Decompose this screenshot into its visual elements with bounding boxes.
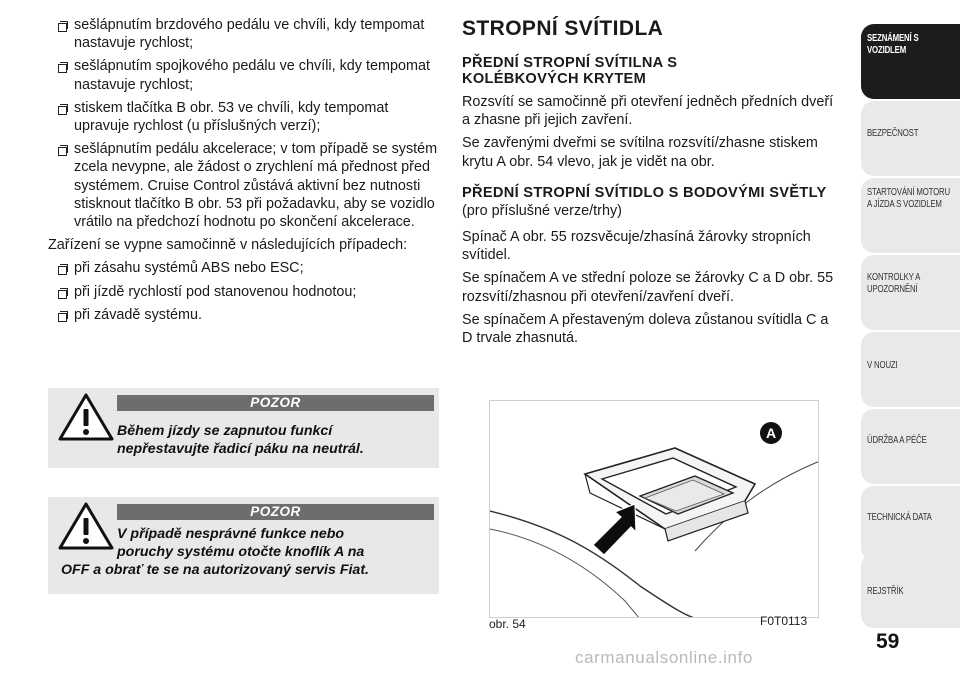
paragraph: Spínač A obr. 55 rozsvěcuje/zhasíná žárovky stropních svítidel.: [462, 229, 811, 264]
left-column: [48, 16, 440, 329]
bullet-item: při jízdě rychlostí pod stanovenou hodnotou;: [48, 283, 440, 301]
warning-box: [48, 497, 439, 594]
warning-triangle-icon: [58, 501, 114, 551]
figure-code: F0T0113: [760, 614, 808, 628]
bullet-item: stiskem tlačítka B obr. 53 ve chvíli, kdy tempomat upravuje rychlost (u příslušných verzí);: [48, 99, 440, 135]
warning-text: OFF a obrať te se na autorizovaný servis Fiat.: [61, 562, 369, 578]
sidebar-tab-seznameni[interactable]: SEZNÁMENÍ S VOZIDLEM: [861, 24, 960, 99]
sidebar-tab-v-nouzi[interactable]: V NOUZI: [861, 332, 960, 407]
checkbox-bullet-icon: [58, 104, 68, 114]
paragraph-note: (pro příslušné verze/trhy): [462, 202, 622, 219]
checkbox-bullet-icon: [58, 62, 68, 72]
checkbox-bullet-icon: [58, 311, 68, 321]
press-arrow-icon: [593, 504, 636, 555]
bullet-item: sešlápnutím pedálu akcelerace; v tom případě se systém zcela nevypne, ale žádost o zrychlení má přednost před systémem. Cruise Control zůstává aktivní bez nutnosti stisknout tlačítko B obr. 53 při požadavku, aby se vozidlo vrátilo na předchozí hodnotu po skončení akcelerace.: [48, 140, 440, 231]
warning-triangle-icon: [58, 392, 114, 442]
warning-header: POZOR: [117, 395, 434, 411]
bullet-item: při zásahu systémů ABS nebo ESC;: [48, 259, 440, 277]
paragraph: Zařízení se vypne samočinně v následujících případech:: [48, 237, 408, 254]
paragraph: Se spínačem A ve střední poloze se žárovky C a D obr. 55 rozsvítí/zhasnou při otevření/zavření dveří.: [462, 270, 834, 305]
paragraph: Se spínačem A přestaveným doleva zůstanou svítidla C a D trvale zhasnutá.: [462, 311, 829, 347]
warning-text: Během jízdy se zapnutou funkcí nepřestavujte řadicí páku na neutrál.: [117, 423, 364, 457]
sidebar-tab-udrzba[interactable]: ÚDRŽBA A PÉČE: [861, 409, 960, 484]
paragraph: Rozsvítí se samočinně při otevření jedněch předních dveří a zhasne při jejich zavření.: [462, 94, 834, 129]
page-title: STROPNÍ SVÍTIDLA: [462, 17, 664, 40]
bullet-item: sešlápnutím spojkového pedálu ve chvíli, kdy tempomat nastavuje rychlost;: [48, 57, 440, 93]
warning-text: V případě nesprávné funkce nebo: [117, 526, 345, 542]
ceiling-light-figure: [489, 400, 819, 618]
sidebar-tab-bezpecnost[interactable]: BEZPEČNOST: [861, 101, 960, 176]
warning-header: POZOR: [117, 504, 434, 520]
checkbox-bullet-icon: [58, 145, 68, 155]
section-heading: PŘEDNÍ STROPNÍ SVÍTILNA S KOLÉBKOVÝCH KRYTEM: [462, 55, 678, 87]
warning-text: poruchy systému otočte knoflík A na: [117, 544, 365, 560]
figure-caption: obr. 54: [489, 617, 526, 631]
right-column: [462, 16, 837, 352]
watermark: carmanualsonline.info: [575, 648, 753, 667]
sidebar-tab-startovani[interactable]: STARTOVÁNÍ MOTORU A JÍZDA S VOZIDLEM: [861, 178, 960, 253]
page-number: 59: [876, 630, 900, 653]
section-heading: PŘEDNÍ STROPNÍ SVÍTIDLO S BODOVÝMI SVĚTLY: [462, 184, 827, 201]
sidebar-tab-rejstrik[interactable]: REJSTŘÍK: [861, 553, 960, 628]
bullet-item: sešlápnutím brzdového pedálu ve chvíli, kdy tempomat nastavuje rychlost;: [48, 16, 440, 52]
checkbox-bullet-icon: [58, 21, 68, 31]
figure-label-badge: A: [760, 422, 782, 444]
paragraph: Se zavřenými dveřmi se svítilna rozsvítí/zhasne stiskem krytu A obr. 54 vlevo, jak je vidět na obr.: [462, 135, 818, 170]
checkbox-bullet-icon: [58, 288, 68, 298]
sidebar-tab-kontrolky[interactable]: KONTROLKY A UPOZORNĚNÍ: [861, 255, 960, 330]
bullet-item: při závadě systému.: [48, 306, 440, 324]
sidebar-tab-technicka-data[interactable]: TECHNICKÁ DATA: [861, 486, 960, 561]
checkbox-bullet-icon: [58, 264, 68, 274]
warning-box: [48, 388, 439, 468]
chapter-sidebar: [861, 0, 960, 630]
